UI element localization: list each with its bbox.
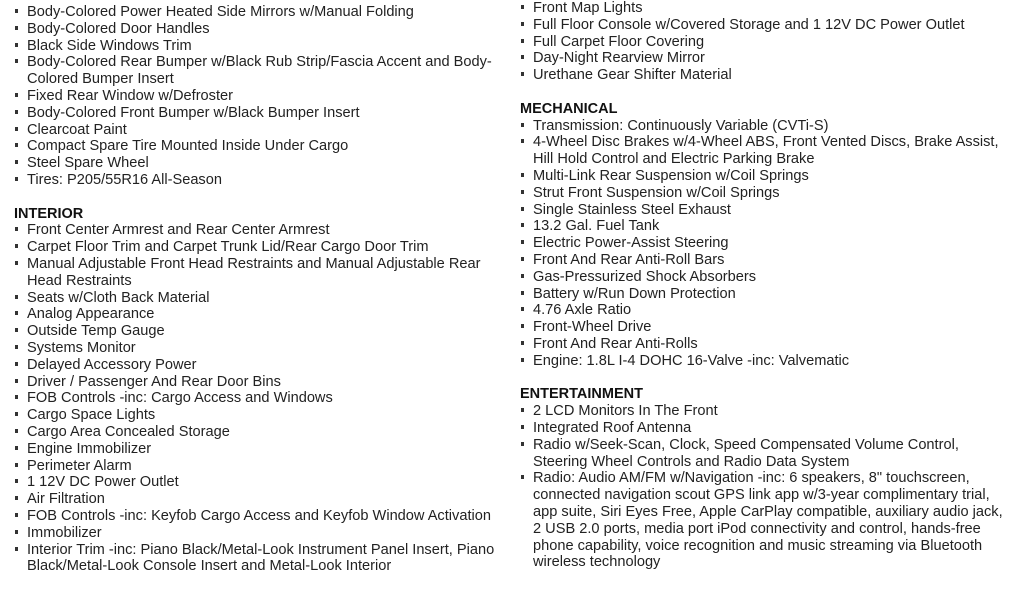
feature-item: Transmission: Continuously Variable (CVTi-S) bbox=[520, 118, 1010, 135]
feature-item: Engine Immobilizer bbox=[14, 441, 504, 458]
feature-item: Manual Adjustable Front Head Restraints and Manual Adjustable Rear Head Restraints bbox=[14, 256, 504, 290]
feature-item: Radio w/Seek-Scan, Clock, Speed Compensated Volume Control, Steering Wheel Controls and Radio Data System bbox=[520, 437, 1010, 471]
feature-list bbox=[520, 403, 1010, 571]
feature-item: Tires: P205/55R16 All-Season bbox=[14, 172, 504, 189]
feature-item: Front And Rear Anti-Rolls bbox=[520, 336, 1010, 353]
feature-item: Full Carpet Floor Covering bbox=[520, 34, 1010, 51]
interior-section bbox=[14, 206, 504, 576]
feature-item: FOB Controls -inc: Keyfob Cargo Access and Keyfob Window Activation bbox=[14, 508, 504, 525]
feature-item: Engine: 1.8L I-4 DOHC 16-Valve -inc: Valvematic bbox=[520, 353, 1010, 370]
feature-item: Electric Power-Assist Steering bbox=[520, 235, 1010, 252]
mechanical-section bbox=[520, 101, 1010, 370]
feature-list bbox=[14, 222, 504, 575]
left-column bbox=[14, 4, 504, 575]
feature-item: Cargo Area Concealed Storage bbox=[14, 424, 504, 441]
feature-list bbox=[520, 118, 1010, 370]
feature-item: Front Map Lights bbox=[520, 0, 1010, 17]
feature-item: Steel Spare Wheel bbox=[14, 155, 504, 172]
feature-item: Radio: Audio AM/FM w/Navigation -inc: 6 speakers, 8" touchscreen, connected navigation scout GPS link app w/3-year complimentary trial, app suite, Siri Eyes Free, Apple CarPlay compatible, auxiliary audio jack, 2 USB 2.0 ports, media port iPod connectivity and control, hands-free phone capability, voice recognition and music streaming via Bluetooth wireless technology bbox=[520, 470, 1010, 571]
feature-item: Cargo Space Lights bbox=[14, 407, 504, 424]
feature-item: Carpet Floor Trim and Carpet Trunk Lid/Rear Cargo Door Trim bbox=[14, 239, 504, 256]
feature-item: 2 LCD Monitors In The Front bbox=[520, 403, 1010, 420]
feature-item: Front-Wheel Drive bbox=[520, 319, 1010, 336]
feature-item: Urethane Gear Shifter Material bbox=[520, 67, 1010, 84]
feature-item: Black Side Windows Trim bbox=[14, 38, 504, 55]
feature-item: Front And Rear Anti-Roll Bars bbox=[520, 252, 1010, 269]
feature-item: Immobilizer bbox=[14, 525, 504, 542]
feature-item: Interior Trim -inc: Piano Black/Metal-Look Instrument Panel Insert, Piano Black/Metal-Look Console Insert and Metal-Look Interior bbox=[14, 542, 504, 576]
feature-item: Day-Night Rearview Mirror bbox=[520, 50, 1010, 67]
feature-item: Compact Spare Tire Mounted Inside Under Cargo bbox=[14, 138, 504, 155]
feature-item: 4.76 Axle Ratio bbox=[520, 302, 1010, 319]
feature-item: Full Floor Console w/Covered Storage and 1 12V DC Power Outlet bbox=[520, 17, 1010, 34]
feature-item: Systems Monitor bbox=[14, 340, 504, 357]
feature-item: Perimeter Alarm bbox=[14, 458, 504, 475]
feature-item: Gas-Pressurized Shock Absorbers bbox=[520, 269, 1010, 286]
feature-item: Fixed Rear Window w/Defroster bbox=[14, 88, 504, 105]
feature-item: Clearcoat Paint bbox=[14, 122, 504, 139]
continued-section bbox=[14, 4, 504, 189]
feature-item: Integrated Roof Antenna bbox=[520, 420, 1010, 437]
section-heading: ENTERTAINMENT bbox=[520, 386, 643, 403]
feature-item: Analog Appearance bbox=[14, 306, 504, 323]
feature-item: Strut Front Suspension w/Coil Springs bbox=[520, 185, 1010, 202]
feature-item: 4-Wheel Disc Brakes w/4-Wheel ABS, Front Vented Discs, Brake Assist, Hill Hold Control and Electric Parking Brake bbox=[520, 134, 1010, 168]
feature-item: FOB Controls -inc: Cargo Access and Windows bbox=[14, 390, 504, 407]
continued-section bbox=[520, 0, 1010, 84]
feature-list bbox=[520, 0, 1010, 84]
feature-item: Air Filtration bbox=[14, 491, 504, 508]
feature-item: Body-Colored Rear Bumper w/Black Rub Strip/Fascia Accent and Body-Colored Bumper Insert bbox=[14, 54, 504, 88]
feature-list bbox=[14, 4, 504, 189]
right-column bbox=[520, 0, 1010, 571]
section-heading: MECHANICAL bbox=[520, 100, 618, 117]
feature-item: Delayed Accessory Power bbox=[14, 357, 504, 374]
feature-item: Battery w/Run Down Protection bbox=[520, 286, 1010, 303]
feature-item: Multi-Link Rear Suspension w/Coil Springs bbox=[520, 168, 1010, 185]
feature-item: 13.2 Gal. Fuel Tank bbox=[520, 218, 1010, 235]
feature-item: Outside Temp Gauge bbox=[14, 323, 504, 340]
feature-item: Body-Colored Door Handles bbox=[14, 21, 504, 38]
feature-item: Seats w/Cloth Back Material bbox=[14, 290, 504, 307]
feature-item: Front Center Armrest and Rear Center Armrest bbox=[14, 222, 504, 239]
feature-item: Body-Colored Front Bumper w/Black Bumper Insert bbox=[14, 105, 504, 122]
feature-item: Body-Colored Power Heated Side Mirrors w/Manual Folding bbox=[14, 4, 504, 21]
feature-item: Driver / Passenger And Rear Door Bins bbox=[14, 374, 504, 391]
entertainment-section bbox=[520, 386, 1010, 571]
section-heading: INTERIOR bbox=[14, 205, 84, 222]
feature-item: Single Stainless Steel Exhaust bbox=[520, 202, 1010, 219]
feature-item: 1 12V DC Power Outlet bbox=[14, 474, 504, 491]
